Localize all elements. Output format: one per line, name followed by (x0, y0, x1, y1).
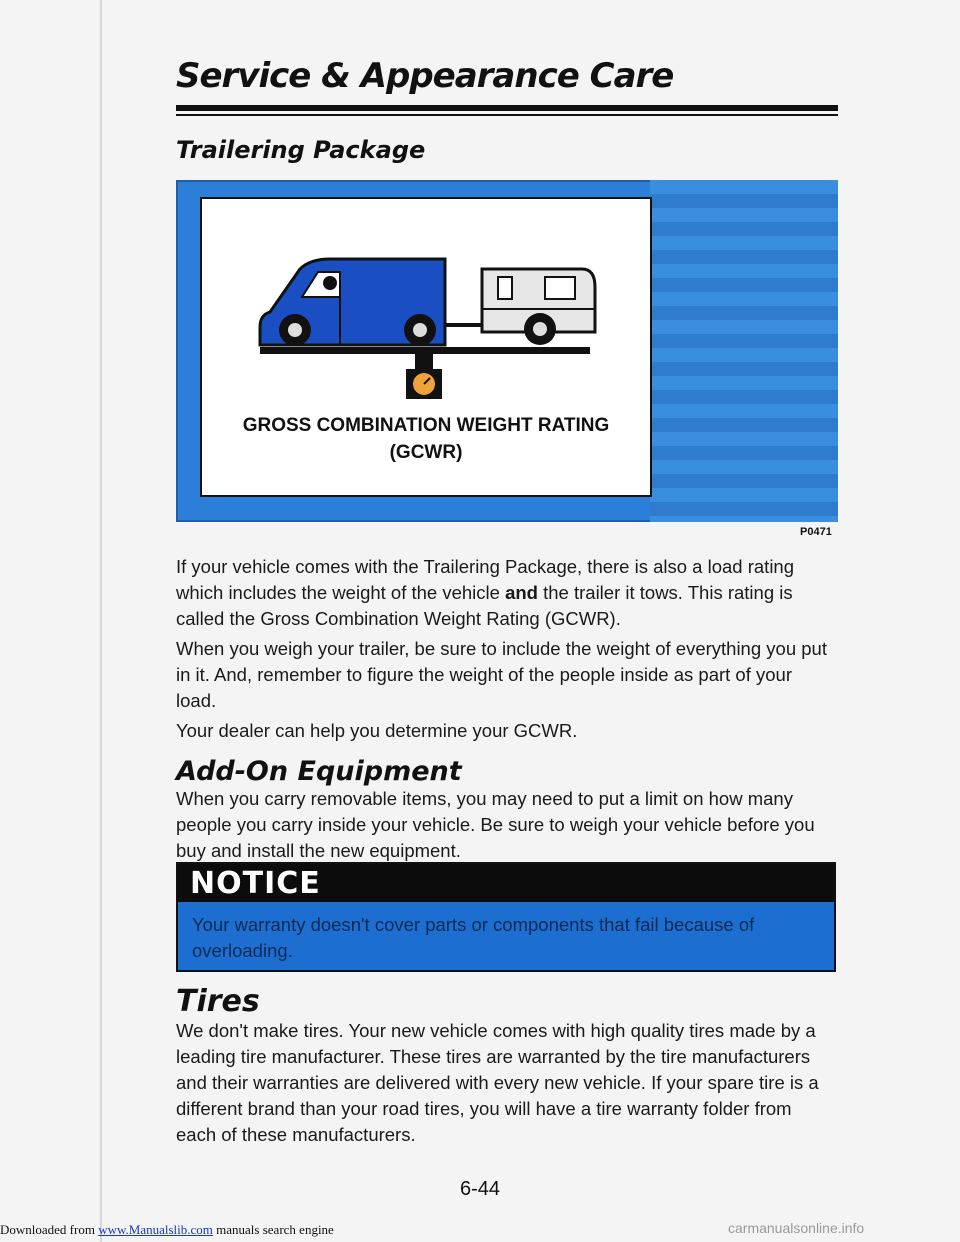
section-heading-tires: Tires (176, 984, 260, 1019)
figure-caption-line1: GROSS COMBINATION WEIGHT RATING (242, 415, 610, 436)
figure-caption-line2: (GCWR) (389, 442, 463, 463)
trailer-icon (482, 269, 595, 345)
scale-dial-icon (406, 369, 442, 399)
paragraph-weigh-trailer: When you weigh your trailer, be sure to include the weight of everything you put in it. And, remember to figure the weight of the people inside as part of your load. (176, 638, 827, 711)
paragraph-text: the trailer it tows. This rating is called the Gross Combination Weight Rating (GCWR). (176, 582, 793, 629)
paragraph-text: If your vehicle comes with the Trailering Package, there is also a load rating which includes the weight of the vehicle (176, 556, 795, 603)
notice-body: Your warranty doesn't cover parts or components that fail because of overloading. (192, 914, 755, 961)
paragraph-tires: We don't make tires. Your new vehicle comes with high quality tires made by a leading tire manufacturer. These tires are warranted by the tire manufacturers and their warranties are delivered with every new vehicle. If your spare tire is a different brand than your road tires, you will have a tire warranty folder from each of these manufacturers. (176, 1020, 819, 1145)
van-icon (260, 259, 445, 346)
scale-platform (260, 347, 590, 354)
notice-title: NOTICE (190, 866, 321, 901)
page-number: 6-44 (459, 1178, 501, 1200)
figure-code: P0471 (800, 526, 832, 538)
header-rule-thin (176, 114, 838, 116)
paragraph-gcwr-intro (176, 554, 836, 632)
figure-background-pattern (650, 180, 838, 522)
paragraph-dealer: Your dealer can help you determine your GCWR. (176, 720, 578, 741)
emphasis-text: and (505, 582, 538, 603)
header-rule (176, 105, 838, 111)
chapter-title: Service & Appearance Care (176, 56, 674, 96)
footer-text: Downloaded from (0, 1222, 99, 1237)
paragraph-addon: When you carry removable items, you may need to put a limit on how many people you carry inside your vehicle. Be sure to weigh your vehicle before you buy and install the new equipment. (176, 788, 815, 861)
download-footer (0, 1222, 334, 1238)
watermark: carmanualsonline.info (728, 1220, 865, 1236)
section-heading-trailering: Trailering Package (176, 136, 426, 164)
manualslib-link[interactable]: www.Manualslib.com (98, 1222, 213, 1237)
footer-text: manuals search engine (212, 1222, 334, 1237)
binding-rule (100, 0, 102, 1242)
section-heading-addon: Add-On Equipment (176, 756, 462, 787)
